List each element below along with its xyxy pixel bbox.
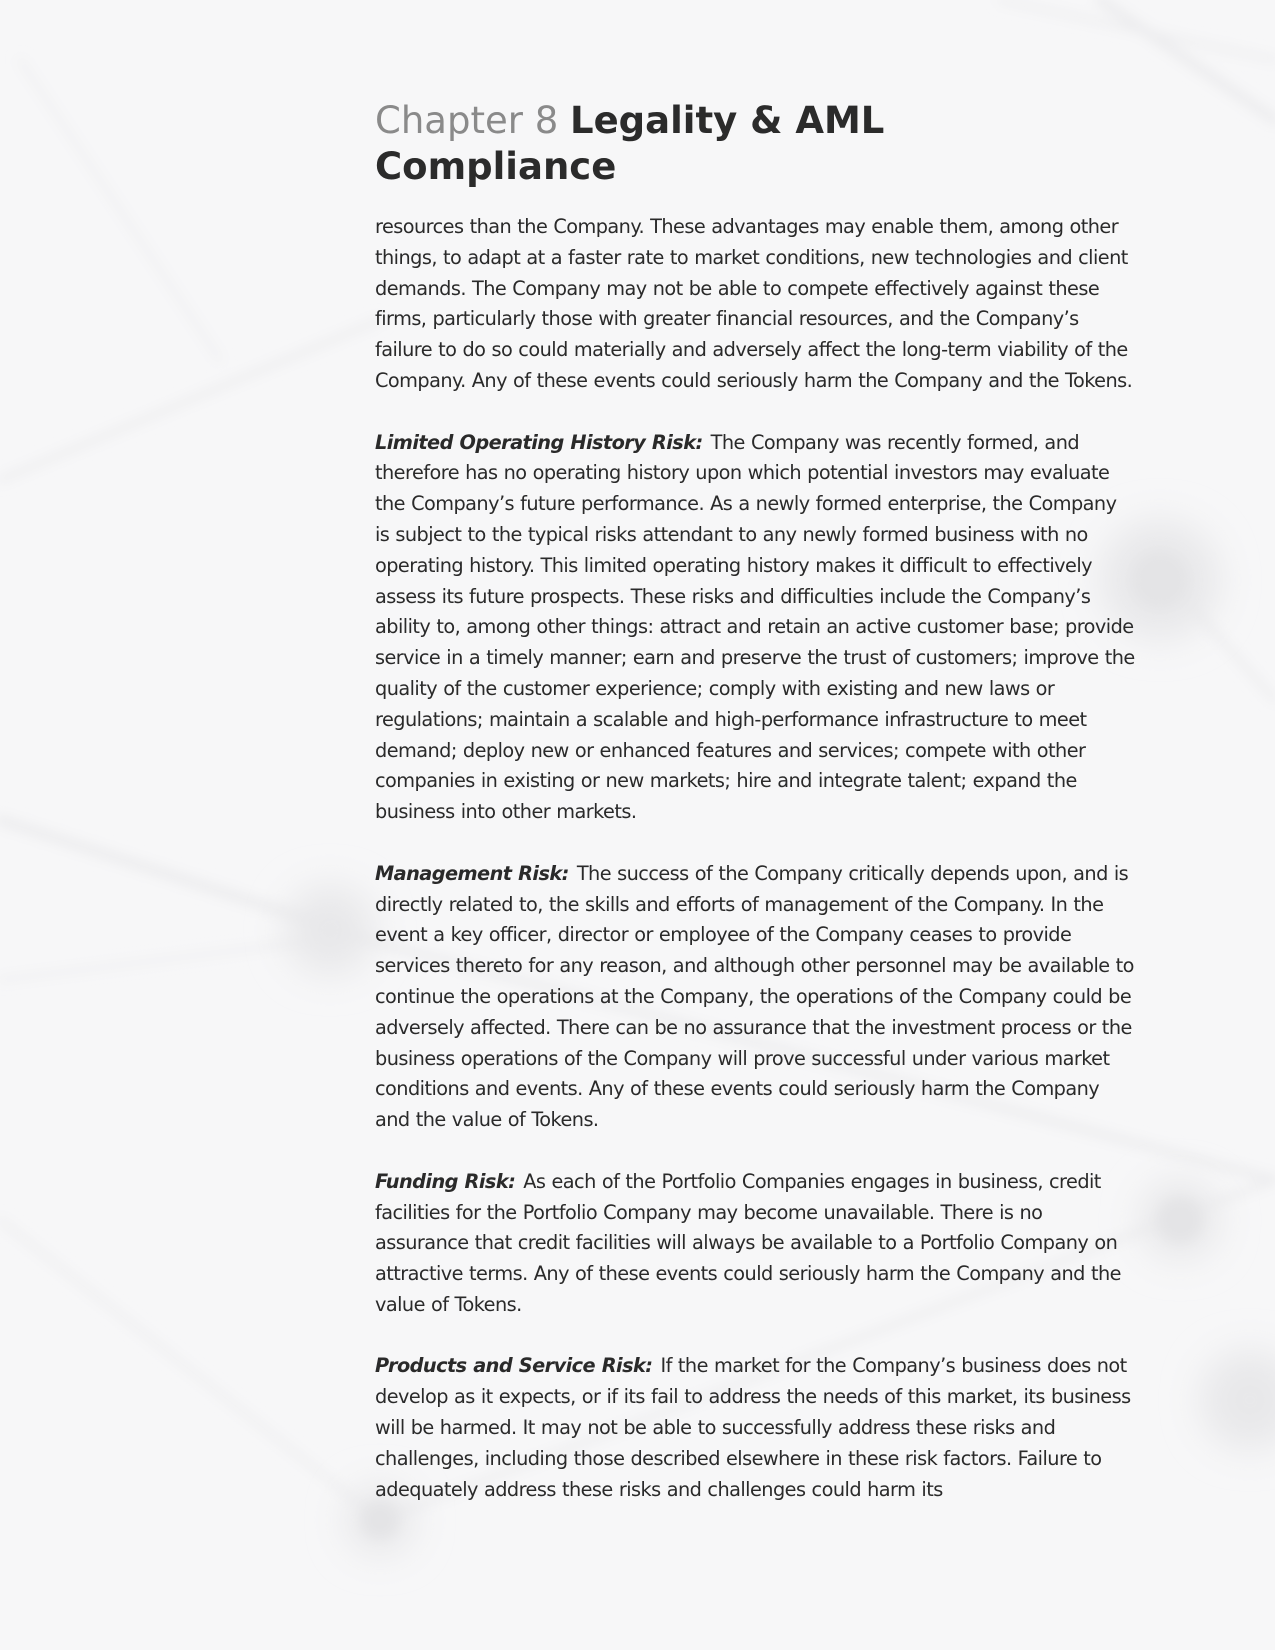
risk-title: Products and Service Risk: [375,1354,653,1378]
intro-paragraph: resources than the Company. These advantages may enable them, among other things, to adapt at a faster rate to market conditions, new technologies and client demands. The Company may not be able to compete effectively against these firms, particularly those with greater financial resources, and the Company’s failure to do so could materially and adversely affect the long-term viability of the Company. Any of these events could seriously harm the Company and the Tokens. [375,215,1133,392]
risk-text: If the market for the Company’s business does not develop as it expects, or if its fail to address the needs of this market, its business will be harmed. It may not be able to successfully address these risks and challenges, including those described elsewhere in these risk factors. Failure to adequately address these risks and challenges could harm its [375,1354,1131,1501]
risk-text: The success of the Company critically depends upon, and is directly related to, the skills and efforts of management of the Company. In the event a key officer, director or employee of the Company ceases to provide services thereto for any reason, and although other personnel may be available to continue the operations at the Company, the operations of the Company could be adversely affected. There can be no assurance that the investment process or the business operations of the Company will prove successful under various market conditions and events. Any of these events could seriously harm the Company and the value of Tokens. [375,861,1134,1132]
chapter-title: Legality & AML Compliance [375,99,885,188]
risk-paragraph-management [375,859,1135,1136]
chapter-label: Chapter 8 [375,99,559,142]
risk-title: Management Risk: [375,861,569,885]
risk-text: As each of the Portfolio Companies engages in business, credit facilities for the Portfolio Company may become unavailable. There is no assurance that credit facilities will always be available to a Portfolio Company on attractive terms. Any of these events could seriously harm the Company and the value of Tokens. [375,1169,1121,1316]
risk-paragraph-limited-operating-history [375,428,1135,828]
chapter-heading [375,98,1135,190]
document-page-content [375,98,1135,1536]
risk-title: Limited Operating History Risk: [375,430,703,454]
risk-text: The Company was recently formed, and therefore has no operating history upon which potential investors may evaluate the Company’s future performance. As a newly formed enterprise, the Company is subject to the typical risks attendant to any newly formed business with no operating history. This limited operating history makes it difficult to effectively assess its future prospects. These risks and difficulties include the Company’s ability to, among other things: attract and retain an active customer base; provide service in a timely manner; earn and preserve the trust of customers; improve the quality of the customer experience; comply with existing and new laws or regulations; maintain a scalable and high-performance infrastructure to meet demand; deploy new or enhanced features and services; compete with other companies in existing or new markets; hire and integrate talent; expand the business into other markets. [375,430,1135,824]
risk-paragraph-funding [375,1167,1135,1321]
risk-paragraph-products-and-service [375,1351,1135,1505]
risk-title: Funding Risk: [375,1169,516,1193]
